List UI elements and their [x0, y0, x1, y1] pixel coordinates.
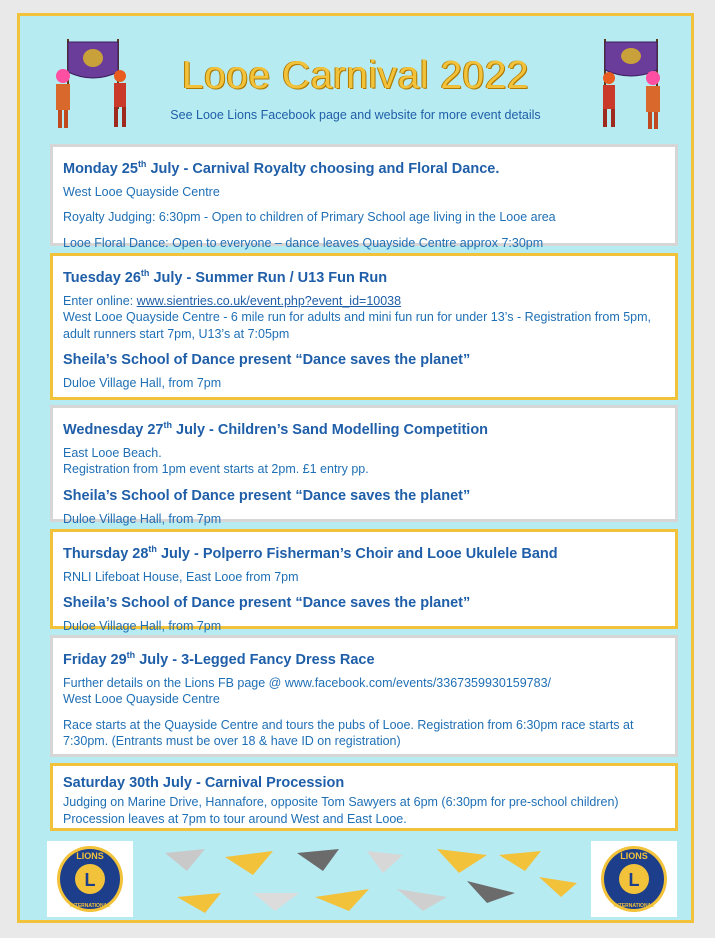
sub-event-location: Duloe Village Hall, from 7pm: [63, 619, 222, 634]
lions-logo-left: [47, 841, 133, 917]
event-detail: Further details on the Lions FB page @ www.facebook.com/events/3367359930159783/: [63, 675, 552, 690]
sub-event-heading: Sheila’s School of Dance present “Dance saves the planet”: [63, 595, 471, 612]
event-thursday: [50, 529, 678, 634]
svg-text:INTERNATIONAL: INTERNATIONAL: [69, 903, 111, 909]
bottom-decoration-strip: [47, 841, 677, 919]
poster: [17, 13, 694, 923]
sub-event-heading: Sheila’s School of Dance present “Dance saves the planet”: [63, 352, 471, 369]
svg-text:LIONS: LIONS: [76, 851, 104, 861]
svg-text:L: L: [628, 870, 640, 890]
event-heading: Thursday 28th July - Polperro Fisherman’s Choir and Looe Ukulele Band: [63, 544, 558, 562]
sub-event-location: Duloe Village Hall, from 7pm: [63, 511, 222, 526]
event-location: West Looe Quayside Centre: [63, 184, 220, 199]
svg-text:L: L: [84, 870, 96, 890]
event-heading: Saturday 30th July - Carnival Procession: [63, 775, 345, 791]
event-tuesday: [50, 253, 678, 400]
event-detail: Judging on Marine Drive, Hannafore, opposite Tom Sawyers at 6pm (6:30pm for pre-school children) Procession leaves at 7pm to tour around West and East Looe.: [63, 795, 619, 826]
event-wednesday: [50, 405, 678, 526]
event-heading: Monday 25th July - Carnival Royalty choosing and Floral Dance.: [63, 159, 500, 177]
event-heading: Wednesday 27th July - Children’s Sand Modelling Competition: [63, 420, 489, 438]
event-location: East Looe Beach.: [63, 445, 162, 460]
event-monday: [50, 144, 678, 250]
event-enter-online: Enter online: www.sientries.co.uk/event.php?event_id=10038: [63, 293, 402, 308]
event-detail: Royalty Judging: 6:30pm - Open to children of Primary School age living in the Looe area: [63, 210, 556, 225]
sub-event-heading: Sheila’s School of Dance present “Dance saves the planet”: [63, 487, 471, 504]
page-subtitle: See Looe Lions Facebook page and website for more event details: [170, 108, 541, 122]
event-detail: West Looe Quayside Centre - 6 mile run for adults and mini fun run for under 13’s - Registration from 5pm, adult runners start 7pm, U13’s at 7:05pm: [63, 310, 652, 341]
event-friday: [50, 635, 678, 757]
event-detail: Race starts at the Quayside Centre and tours the pubs of Looe. Registration from 6:30pm race starts at 7:30pm. (Entrants must be over 18 & have ID on registration): [63, 717, 634, 749]
svg-text:INTERNATIONAL: INTERNATIONAL: [613, 903, 655, 909]
bunting-triangles: [165, 849, 577, 913]
svg-text:LIONS: LIONS: [620, 851, 648, 861]
event-detail: Registration from 1pm event starts at 2pm. £1 entry pp.: [63, 462, 369, 477]
sub-event-location: Duloe Village Hall, from 7pm: [63, 376, 222, 391]
event-location: West Looe Quayside Centre: [63, 692, 220, 707]
page-title: Looe Carnival 2022: [181, 54, 530, 97]
event-detail: Looe Floral Dance: Open to everyone – dance leaves Quayside Centre approx 7:30pm: [63, 235, 544, 250]
event-saturday: [50, 763, 678, 831]
entry-link[interactable]: www.sientries.co.uk/event.php?event_id=10038: [136, 293, 402, 308]
event-heading: Friday 29th July - 3-Legged Fancy Dress Race: [63, 650, 375, 668]
event-location: RNLI Lifeboat House, East Looe from 7pm: [63, 569, 299, 584]
lions-logo-right: [591, 841, 677, 917]
event-heading: Tuesday 26th July - Summer Run / U13 Fun Run: [63, 268, 388, 286]
